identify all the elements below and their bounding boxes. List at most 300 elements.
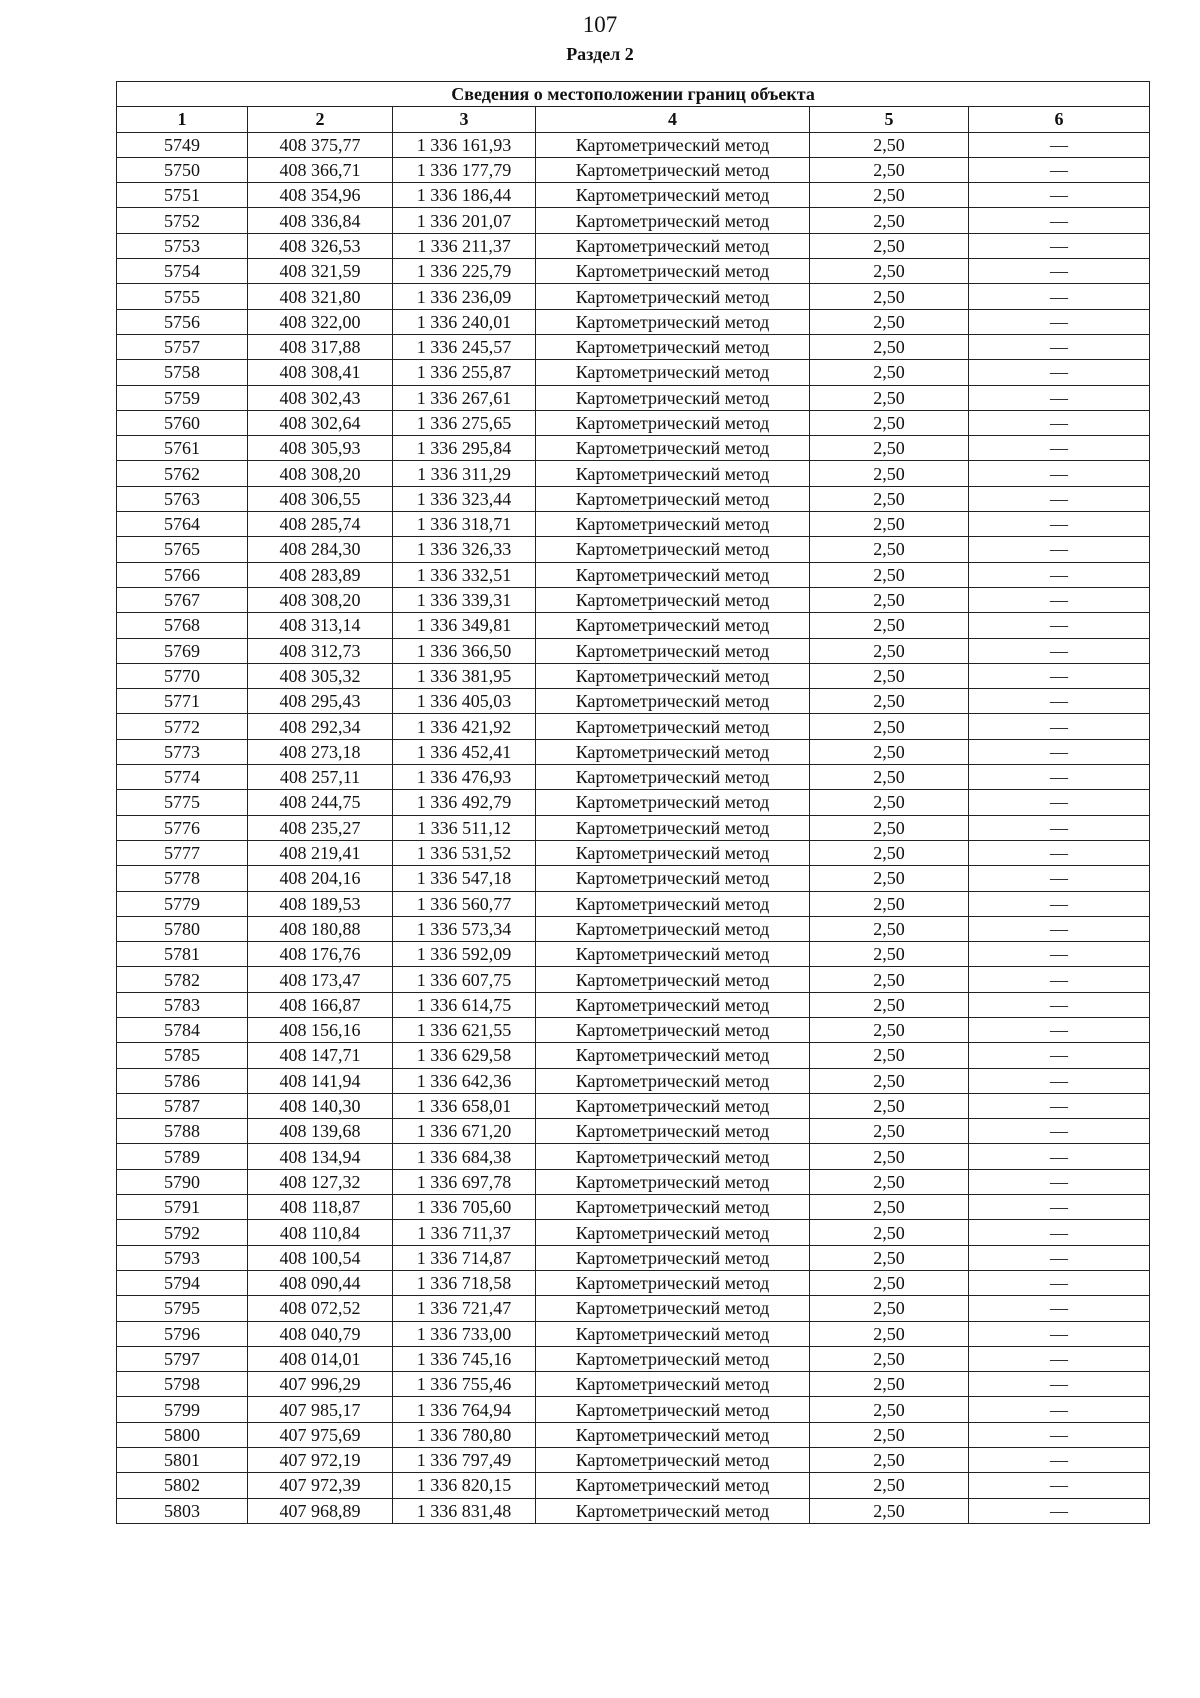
accuracy-cell: 2,50 — [810, 1473, 969, 1498]
method-cell: Картометрический метод — [536, 1017, 810, 1042]
accuracy-cell: 2,50 — [810, 967, 969, 992]
table-row — [117, 1068, 1150, 1093]
description-cell: — — [969, 714, 1150, 739]
y-coordinate-cell: 1 336 186,44 — [393, 183, 536, 208]
point-number-cell: 5767 — [117, 587, 248, 612]
x-coordinate-cell: 408 204,16 — [248, 866, 393, 891]
column-header: 1 — [117, 107, 248, 132]
accuracy-cell: 2,50 — [810, 259, 969, 284]
point-number-cell: 5752 — [117, 208, 248, 233]
point-number-cell: 5770 — [117, 663, 248, 688]
method-cell: Картометрический метод — [536, 1397, 810, 1422]
accuracy-cell: 2,50 — [810, 638, 969, 663]
table-row — [117, 1017, 1150, 1042]
y-coordinate-cell: 1 336 452,41 — [393, 739, 536, 764]
point-number-cell: 5784 — [117, 1017, 248, 1042]
description-cell: — — [969, 1169, 1150, 1194]
x-coordinate-cell: 408 322,00 — [248, 309, 393, 334]
x-coordinate-cell: 408 317,88 — [248, 334, 393, 359]
description-cell: — — [969, 663, 1150, 688]
section-title: Раздел 2 — [566, 44, 634, 64]
point-number-cell: 5785 — [117, 1043, 248, 1068]
accuracy-cell: 2,50 — [810, 410, 969, 435]
table-row — [117, 461, 1150, 486]
description-cell: — — [969, 891, 1150, 916]
x-coordinate-cell: 408 354,96 — [248, 183, 393, 208]
y-coordinate-cell: 1 336 236,09 — [393, 284, 536, 309]
method-cell: Картометрический метод — [536, 1498, 810, 1523]
table-row — [117, 1119, 1150, 1144]
y-coordinate-cell: 1 336 560,77 — [393, 891, 536, 916]
description-cell: — — [969, 613, 1150, 638]
x-coordinate-cell: 407 972,19 — [248, 1448, 393, 1473]
x-coordinate-cell: 407 975,69 — [248, 1422, 393, 1447]
accuracy-cell: 2,50 — [810, 942, 969, 967]
method-cell: Картометрический метод — [536, 385, 810, 410]
accuracy-cell: 2,50 — [810, 436, 969, 461]
method-cell: Картометрический метод — [536, 562, 810, 587]
description-cell: — — [969, 486, 1150, 511]
point-number-cell: 5798 — [117, 1372, 248, 1397]
method-cell: Картометрический метод — [536, 967, 810, 992]
y-coordinate-cell: 1 336 311,29 — [393, 461, 536, 486]
x-coordinate-cell: 408 308,20 — [248, 461, 393, 486]
accuracy-cell: 2,50 — [810, 1043, 969, 1068]
accuracy-cell: 2,50 — [810, 790, 969, 815]
method-cell: Картометрический метод — [536, 739, 810, 764]
description-cell: — — [969, 866, 1150, 891]
point-number-cell: 5793 — [117, 1245, 248, 1270]
y-coordinate-cell: 1 336 211,37 — [393, 233, 536, 258]
table-row — [117, 1270, 1150, 1295]
accuracy-cell: 2,50 — [810, 1245, 969, 1270]
x-coordinate-cell: 408 302,64 — [248, 410, 393, 435]
x-coordinate-cell: 408 308,41 — [248, 360, 393, 385]
table-row — [117, 1043, 1150, 1068]
table-row — [117, 284, 1150, 309]
page-number: 107 — [582, 12, 618, 37]
table-row — [117, 1296, 1150, 1321]
point-number-cell: 5758 — [117, 360, 248, 385]
method-cell: Картометрический метод — [536, 992, 810, 1017]
method-cell: Картометрический метод — [536, 360, 810, 385]
method-cell: Картометрический метод — [536, 1473, 810, 1498]
point-number-cell: 5790 — [117, 1169, 248, 1194]
table-body — [117, 132, 1150, 1523]
description-cell: — — [969, 1372, 1150, 1397]
table-row — [117, 410, 1150, 435]
table-row — [117, 360, 1150, 385]
description-cell: — — [969, 1245, 1150, 1270]
method-cell: Картометрический метод — [536, 157, 810, 182]
x-coordinate-cell: 408 072,52 — [248, 1296, 393, 1321]
description-cell: — — [969, 537, 1150, 562]
description-cell: — — [969, 1422, 1150, 1447]
accuracy-cell: 2,50 — [810, 1498, 969, 1523]
point-number-cell: 5755 — [117, 284, 248, 309]
table-row — [117, 587, 1150, 612]
accuracy-cell: 2,50 — [810, 486, 969, 511]
method-cell: Картометрический метод — [536, 815, 810, 840]
x-coordinate-cell: 408 173,47 — [248, 967, 393, 992]
method-cell: Картометрический метод — [536, 284, 810, 309]
y-coordinate-cell: 1 336 721,47 — [393, 1296, 536, 1321]
point-number-cell: 5803 — [117, 1498, 248, 1523]
accuracy-cell: 2,50 — [810, 1220, 969, 1245]
point-number-cell: 5756 — [117, 309, 248, 334]
x-coordinate-cell: 408 141,94 — [248, 1068, 393, 1093]
point-number-cell: 5788 — [117, 1119, 248, 1144]
table-row — [117, 1220, 1150, 1245]
method-cell: Картометрический метод — [536, 309, 810, 334]
point-number-cell: 5801 — [117, 1448, 248, 1473]
y-coordinate-cell: 1 336 697,78 — [393, 1169, 536, 1194]
accuracy-cell: 2,50 — [810, 1093, 969, 1118]
method-cell: Картометрический метод — [536, 537, 810, 562]
x-coordinate-cell: 408 313,14 — [248, 613, 393, 638]
accuracy-cell: 2,50 — [810, 1397, 969, 1422]
y-coordinate-cell: 1 336 511,12 — [393, 815, 536, 840]
point-number-cell: 5771 — [117, 689, 248, 714]
x-coordinate-cell: 408 285,74 — [248, 512, 393, 537]
table-row — [117, 562, 1150, 587]
table-row — [117, 309, 1150, 334]
method-cell: Картометрический метод — [536, 1144, 810, 1169]
table-row — [117, 233, 1150, 258]
accuracy-cell: 2,50 — [810, 765, 969, 790]
y-coordinate-cell: 1 336 295,84 — [393, 436, 536, 461]
table-row — [117, 1448, 1150, 1473]
table-row — [117, 1473, 1150, 1498]
y-coordinate-cell: 1 336 705,60 — [393, 1195, 536, 1220]
table-row — [117, 208, 1150, 233]
accuracy-cell: 2,50 — [810, 587, 969, 612]
method-cell: Картометрический метод — [536, 208, 810, 233]
description-cell: — — [969, 739, 1150, 764]
description-cell: — — [969, 1068, 1150, 1093]
description-cell: — — [969, 1144, 1150, 1169]
x-coordinate-cell: 408 308,20 — [248, 587, 393, 612]
method-cell: Картометрический метод — [536, 1321, 810, 1346]
table-row — [117, 1422, 1150, 1447]
y-coordinate-cell: 1 336 621,55 — [393, 1017, 536, 1042]
x-coordinate-cell: 408 219,41 — [248, 840, 393, 865]
point-number-cell: 5769 — [117, 638, 248, 663]
x-coordinate-cell: 408 100,54 — [248, 1245, 393, 1270]
x-coordinate-cell: 408 156,16 — [248, 1017, 393, 1042]
accuracy-cell: 2,50 — [810, 891, 969, 916]
method-cell: Картометрический метод — [536, 1245, 810, 1270]
table-row — [117, 689, 1150, 714]
method-cell: Картометрический метод — [536, 436, 810, 461]
point-number-cell: 5760 — [117, 410, 248, 435]
column-header: 4 — [536, 107, 810, 132]
accuracy-cell: 2,50 — [810, 1422, 969, 1447]
accuracy-cell: 2,50 — [810, 1321, 969, 1346]
table-row — [117, 992, 1150, 1017]
y-coordinate-cell: 1 336 755,46 — [393, 1372, 536, 1397]
y-coordinate-cell: 1 336 671,20 — [393, 1119, 536, 1144]
method-cell: Картометрический метод — [536, 916, 810, 941]
table-row — [117, 183, 1150, 208]
accuracy-cell: 2,50 — [810, 385, 969, 410]
accuracy-cell: 2,50 — [810, 132, 969, 157]
method-cell: Картометрический метод — [536, 1422, 810, 1447]
y-coordinate-cell: 1 336 614,75 — [393, 992, 536, 1017]
point-number-cell: 5754 — [117, 259, 248, 284]
accuracy-cell: 2,50 — [810, 739, 969, 764]
point-number-cell: 5750 — [117, 157, 248, 182]
description-cell: — — [969, 587, 1150, 612]
description-cell: — — [969, 512, 1150, 537]
y-coordinate-cell: 1 336 629,58 — [393, 1043, 536, 1068]
x-coordinate-cell: 408 321,59 — [248, 259, 393, 284]
description-cell: — — [969, 259, 1150, 284]
description-cell: — — [969, 183, 1150, 208]
x-coordinate-cell: 408 273,18 — [248, 739, 393, 764]
x-coordinate-cell: 408 118,87 — [248, 1195, 393, 1220]
table-row — [117, 1321, 1150, 1346]
y-coordinate-cell: 1 336 177,79 — [393, 157, 536, 182]
method-cell: Картометрический метод — [536, 1119, 810, 1144]
table-row — [117, 1397, 1150, 1422]
description-cell: — — [969, 385, 1150, 410]
accuracy-cell: 2,50 — [810, 663, 969, 688]
description-cell: — — [969, 916, 1150, 941]
description-cell: — — [969, 1498, 1150, 1523]
point-number-cell: 5787 — [117, 1093, 248, 1118]
column-header: 6 — [969, 107, 1150, 132]
x-coordinate-cell: 408 305,93 — [248, 436, 393, 461]
method-cell: Картометрический метод — [536, 1068, 810, 1093]
table-row — [117, 815, 1150, 840]
method-cell: Картометрический метод — [536, 1372, 810, 1397]
description-cell: — — [969, 1397, 1150, 1422]
point-number-cell: 5789 — [117, 1144, 248, 1169]
accuracy-cell: 2,50 — [810, 1195, 969, 1220]
table-row — [117, 942, 1150, 967]
y-coordinate-cell: 1 336 318,71 — [393, 512, 536, 537]
accuracy-cell: 2,50 — [810, 360, 969, 385]
description-cell: — — [969, 1195, 1150, 1220]
description-cell: — — [969, 1346, 1150, 1371]
accuracy-cell: 2,50 — [810, 866, 969, 891]
table-row — [117, 512, 1150, 537]
x-coordinate-cell: 408 110,84 — [248, 1220, 393, 1245]
table-row — [117, 714, 1150, 739]
table-row — [117, 486, 1150, 511]
table-row — [117, 739, 1150, 764]
point-number-cell: 5773 — [117, 739, 248, 764]
point-number-cell: 5796 — [117, 1321, 248, 1346]
table-caption-row — [117, 82, 1150, 107]
description-cell: — — [969, 1270, 1150, 1295]
description-cell: — — [969, 942, 1150, 967]
method-cell: Картометрический метод — [536, 410, 810, 435]
accuracy-cell: 2,50 — [810, 840, 969, 865]
description-cell: — — [969, 1093, 1150, 1118]
accuracy-cell: 2,50 — [810, 815, 969, 840]
y-coordinate-cell: 1 336 349,81 — [393, 613, 536, 638]
table-row — [117, 790, 1150, 815]
y-coordinate-cell: 1 336 780,80 — [393, 1422, 536, 1447]
method-cell: Картометрический метод — [536, 1169, 810, 1194]
y-coordinate-cell: 1 336 831,48 — [393, 1498, 536, 1523]
y-coordinate-cell: 1 336 820,15 — [393, 1473, 536, 1498]
method-cell: Картометрический метод — [536, 765, 810, 790]
point-number-cell: 5799 — [117, 1397, 248, 1422]
x-coordinate-cell: 408 189,53 — [248, 891, 393, 916]
y-coordinate-cell: 1 336 573,34 — [393, 916, 536, 941]
y-coordinate-cell: 1 336 267,61 — [393, 385, 536, 410]
y-coordinate-cell: 1 336 607,75 — [393, 967, 536, 992]
accuracy-cell: 2,50 — [810, 1296, 969, 1321]
y-coordinate-cell: 1 336 332,51 — [393, 562, 536, 587]
y-coordinate-cell: 1 336 492,79 — [393, 790, 536, 815]
accuracy-cell: 2,50 — [810, 284, 969, 309]
point-number-cell: 5761 — [117, 436, 248, 461]
description-cell: — — [969, 309, 1150, 334]
table-row — [117, 1498, 1150, 1523]
table-row — [117, 891, 1150, 916]
x-coordinate-cell: 407 985,17 — [248, 1397, 393, 1422]
point-number-cell: 5768 — [117, 613, 248, 638]
description-cell: — — [969, 638, 1150, 663]
boundary-coordinates-table — [116, 81, 1150, 1524]
accuracy-cell: 2,50 — [810, 309, 969, 334]
y-coordinate-cell: 1 336 161,93 — [393, 132, 536, 157]
description-cell: — — [969, 1043, 1150, 1068]
table-row — [117, 1372, 1150, 1397]
description-cell: — — [969, 689, 1150, 714]
point-number-cell: 5802 — [117, 1473, 248, 1498]
table-row — [117, 1195, 1150, 1220]
accuracy-cell: 2,50 — [810, 1270, 969, 1295]
method-cell: Картометрический метод — [536, 587, 810, 612]
x-coordinate-cell: 408 140,30 — [248, 1093, 393, 1118]
table-row — [117, 1346, 1150, 1371]
description-cell: — — [969, 1296, 1150, 1321]
y-coordinate-cell: 1 336 326,33 — [393, 537, 536, 562]
method-cell: Картометрический метод — [536, 840, 810, 865]
accuracy-cell: 2,50 — [810, 1119, 969, 1144]
table-row — [117, 967, 1150, 992]
method-cell: Картометрический метод — [536, 512, 810, 537]
x-coordinate-cell: 408 180,88 — [248, 916, 393, 941]
table-row — [117, 259, 1150, 284]
x-coordinate-cell: 408 176,76 — [248, 942, 393, 967]
description-cell: — — [969, 967, 1150, 992]
x-coordinate-cell: 408 326,53 — [248, 233, 393, 258]
column-header: 2 — [248, 107, 393, 132]
method-cell: Картометрический метод — [536, 1448, 810, 1473]
x-coordinate-cell: 408 292,34 — [248, 714, 393, 739]
y-coordinate-cell: 1 336 797,49 — [393, 1448, 536, 1473]
x-coordinate-cell: 408 244,75 — [248, 790, 393, 815]
x-coordinate-cell: 408 040,79 — [248, 1321, 393, 1346]
x-coordinate-cell: 408 375,77 — [248, 132, 393, 157]
y-coordinate-cell: 1 336 642,36 — [393, 1068, 536, 1093]
accuracy-cell: 2,50 — [810, 916, 969, 941]
description-cell: — — [969, 461, 1150, 486]
point-number-cell: 5763 — [117, 486, 248, 511]
method-cell: Картометрический метод — [536, 1346, 810, 1371]
point-number-cell: 5780 — [117, 916, 248, 941]
point-number-cell: 5766 — [117, 562, 248, 587]
method-cell: Картометрический метод — [536, 866, 810, 891]
method-cell: Картометрический метод — [536, 1043, 810, 1068]
method-cell: Картометрический метод — [536, 638, 810, 663]
y-coordinate-cell: 1 336 255,87 — [393, 360, 536, 385]
method-cell: Картометрический метод — [536, 1296, 810, 1321]
x-coordinate-cell: 408 284,30 — [248, 537, 393, 562]
description-cell: — — [969, 436, 1150, 461]
method-cell: Картометрический метод — [536, 942, 810, 967]
method-cell: Картометрический метод — [536, 891, 810, 916]
y-coordinate-cell: 1 336 745,16 — [393, 1346, 536, 1371]
table-caption: Сведения о местоположении границ объекта — [117, 82, 1150, 107]
x-coordinate-cell: 408 014,01 — [248, 1346, 393, 1371]
y-coordinate-cell: 1 336 240,01 — [393, 309, 536, 334]
column-header: 3 — [393, 107, 536, 132]
point-number-cell: 5783 — [117, 992, 248, 1017]
table-row — [117, 866, 1150, 891]
point-number-cell: 5759 — [117, 385, 248, 410]
x-coordinate-cell: 408 302,43 — [248, 385, 393, 410]
accuracy-cell: 2,50 — [810, 562, 969, 587]
y-coordinate-cell: 1 336 547,18 — [393, 866, 536, 891]
accuracy-cell: 2,50 — [810, 689, 969, 714]
accuracy-cell: 2,50 — [810, 183, 969, 208]
description-cell: — — [969, 1119, 1150, 1144]
point-number-cell: 5774 — [117, 765, 248, 790]
accuracy-cell: 2,50 — [810, 233, 969, 258]
accuracy-cell: 2,50 — [810, 537, 969, 562]
method-cell: Картометрический метод — [536, 790, 810, 815]
x-coordinate-cell: 408 134,94 — [248, 1144, 393, 1169]
point-number-cell: 5751 — [117, 183, 248, 208]
table-row — [117, 537, 1150, 562]
y-coordinate-cell: 1 336 201,07 — [393, 208, 536, 233]
x-coordinate-cell: 408 127,32 — [248, 1169, 393, 1194]
table-row — [117, 132, 1150, 157]
x-coordinate-cell: 407 972,39 — [248, 1473, 393, 1498]
x-coordinate-cell: 408 139,68 — [248, 1119, 393, 1144]
table-row — [117, 1245, 1150, 1270]
y-coordinate-cell: 1 336 323,44 — [393, 486, 536, 511]
y-coordinate-cell: 1 336 339,31 — [393, 587, 536, 612]
description-cell: — — [969, 790, 1150, 815]
point-number-cell: 5794 — [117, 1270, 248, 1295]
point-number-cell: 5800 — [117, 1422, 248, 1447]
table-row — [117, 157, 1150, 182]
point-number-cell: 5764 — [117, 512, 248, 537]
accuracy-cell: 2,50 — [810, 1169, 969, 1194]
point-number-cell: 5753 — [117, 233, 248, 258]
method-cell: Картометрический метод — [536, 486, 810, 511]
y-coordinate-cell: 1 336 684,38 — [393, 1144, 536, 1169]
point-number-cell: 5778 — [117, 866, 248, 891]
x-coordinate-cell: 408 235,27 — [248, 815, 393, 840]
accuracy-cell: 2,50 — [810, 1068, 969, 1093]
x-coordinate-cell: 408 321,80 — [248, 284, 393, 309]
x-coordinate-cell: 408 336,84 — [248, 208, 393, 233]
x-coordinate-cell: 408 366,71 — [248, 157, 393, 182]
table-row — [117, 613, 1150, 638]
description-cell: — — [969, 992, 1150, 1017]
point-number-cell: 5757 — [117, 334, 248, 359]
method-cell: Картометрический метод — [536, 183, 810, 208]
